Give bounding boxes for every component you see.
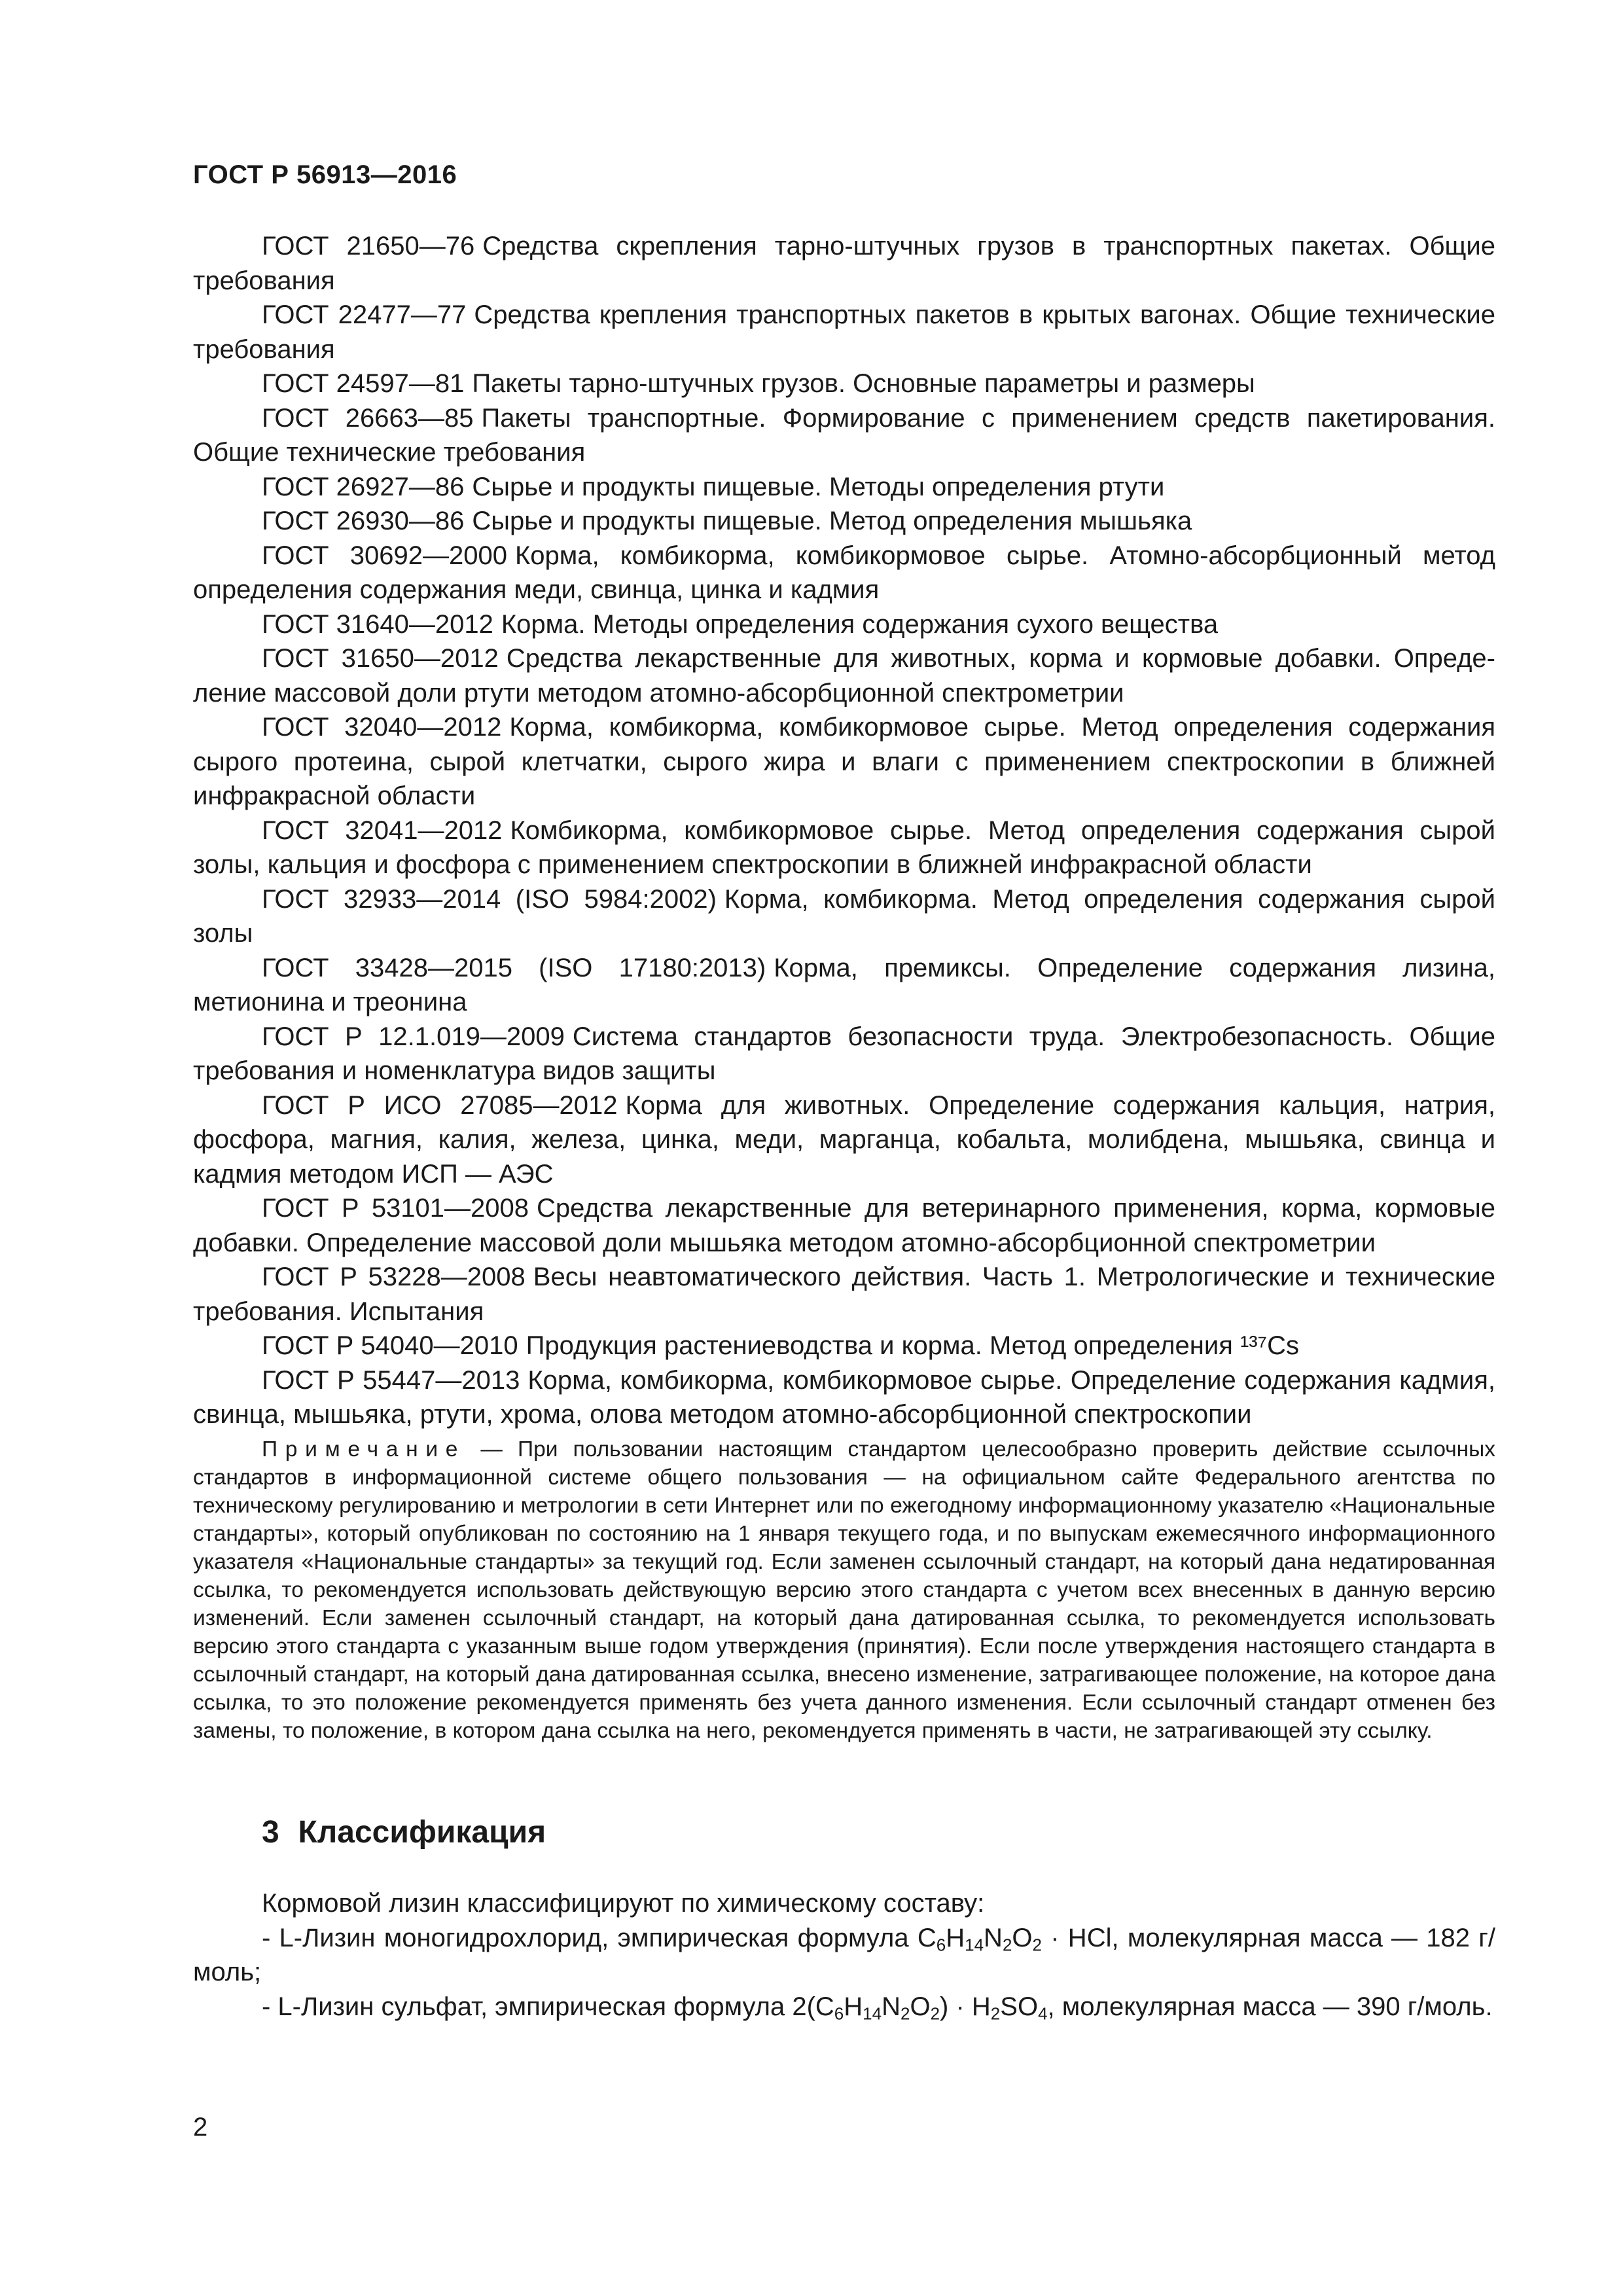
section-heading [262,1814,546,1850]
reference-item [193,229,1495,298]
reference-item [193,1088,1495,1192]
reference-title: Сырье и продукты пищевые. Метод определения мышьяка [472,507,1192,535]
formula-subscript: 2 [1002,1935,1012,1954]
reference-item [193,470,1495,505]
reference-code: ГОСТ 32040—2012 [262,713,502,742]
reference-title: Корма для животных. Определение содержания кальция, натрия, фосфора, магния, калия, железа, цинка, меди, марганца, кобальта, молибдена, мышьяка, свинца и кадмия методом ИСП — АЭС [193,1090,1496,1189]
reference-item [193,882,1495,951]
reference-code: ГОСТ Р 12.1.019—2009 [262,1022,565,1051]
reference-item [193,504,1495,539]
reference-item [193,1260,1495,1329]
formula-symbol: 2(C [792,1992,834,2021]
reference-item [193,710,1495,814]
reference-code: ГОСТ 30692—2000 [262,541,507,570]
classification-item [193,1990,1495,2024]
reference-code: ГОСТ 26927—86 [262,472,465,501]
reference-title: Пакеты транспортные. Формирование с применением средств пакетирования. Общие технические требования [193,403,1496,467]
reference-title: Сырье и продукты пищевые. Методы определения ртути [472,472,1165,501]
classification-item [193,1921,1495,1990]
reference-title: Корма, комбикорма, комбикормовое сырье. Определение содержания кадмия, свинца, мышьяка, ртути, хрома, олова методом атомно-абсорбционной спектроскопии [193,1365,1495,1429]
references-list [193,229,1495,1432]
reference-title: Корма, комбикорма, комбикормовое сырье. Метод определения содержания сырого протеина, сырой клетчатки, сырого жира и влаги с применением спектроскопии в ближней инфракрасной области [193,713,1495,810]
section-number: 3 [262,1815,279,1850]
page-number: 2 [193,2113,208,2142]
formula-symbol: C [917,1923,936,1952]
note-paragraph [193,1435,1495,1745]
reference-code: ГОСТ 31640—2012 [262,609,493,639]
reference-code: ГОСТ 33428—2015 (ISO 17180:2013) [262,953,766,982]
reference-code: ГОСТ 32933—2014 (ISO 5984:2002) [262,884,717,914]
formula-symbol: N [882,1992,901,2021]
reference-code: ГОСТ Р 53101—2008 [262,1194,529,1223]
reference-item [193,1363,1495,1432]
reference-item [193,641,1495,710]
reference-title: Средства скрепления тарно-штучных грузов в транспортных пакетах. Общие требования [193,232,1495,295]
reference-title: Корма, премиксы. Определение содержания лизина, метионина и треонина [193,953,1495,1016]
reference-title: Средства лекарственные для ветеринарного применения, корма, кормовые добавки. Определение массовой доли мышьяка методом атомно-абсорбционной спектрометрии [193,1194,1495,1257]
formula-symbol: H [844,1992,863,2021]
reference-code: ГОСТ Р 53228—2008 [262,1263,526,1291]
formula-subscript: 14 [863,2003,882,2023]
formula-subscript: 6 [834,2003,844,2023]
formula-symbol: ) · H [940,1992,991,2021]
reference-item [193,1020,1495,1088]
section-body [193,1886,1495,2024]
formula-symbol: H [946,1923,965,1952]
reference-title: Система стандартов безопасности труда. Электробезопасность. Общие требования и номенклатура видов защиты [193,1022,1495,1085]
document-id: ГОСТ Р 56913—2016 [193,160,457,189]
formula-symbol: O [1012,1923,1033,1952]
formula-symbol: SO [1000,1992,1039,2021]
reference-item [193,951,1495,1020]
reference-code: ГОСТ 26930—86 [262,507,465,535]
item-name: - L-Лизин моногидрохлорид, эмпирическая формула [262,1923,918,1952]
formula-subscript: 2 [990,2003,1001,2023]
formula-subscript: 2 [930,2003,940,2023]
item-name: - L-Лизин сульфат, эмпирическая формула [262,1992,793,2021]
reference-item [193,607,1495,642]
formula-subscript: 6 [936,1935,946,1954]
reference-title: Пакеты тарно-штучных грузов. Основные параметры и размеры [472,369,1255,398]
reference-code: ГОСТ Р 54040—2010 [262,1331,518,1360]
formula-symbol: O [910,1992,931,2021]
note-text: — При пользовании настоящим стандартом целесообразно проверить действие ссылочных стандартов в информационной системе общего пользования — на официальном сайте Федерального агентства по техническому регулированию и метрологии в сети Интернет или по ежегодному информационному указателю «Национальные стандарты», который опубликован по состоянию на 1 января текущего года, и по выпускам ежемесячного информационного указателя «Национальные стандарты» за текущий год. Если заменен ссылочный стандарт, на который дана недатированная ссылка, то рекомендуется использовать действующую версию этого стандарта с учетом всех внесенных в данную версию изменений. Если заменен ссылочный стандарт, на который дана датированная ссылка, то рекомендуется использовать версию этого стандарта с указанным выше годом утверждения (принятия). Если после утверждения настоящего стандарта в ссылочный стандарт, на который дана датированная ссылка, внесено изменение, затрагивающее положение, на которое дана ссылка, то это положение рекомендуется применять без учета данного изменения. Если ссылочный стандарт отменен без замены, то положение, в котором дана ссылка на него, рекомендуется применять в части, не затрагивающей эту ссылку. [193,1437,1495,1743]
reference-title: Корма, комбикорма, комбикормовое сырье. Атомно-абсорбционный метод определения содержания меди, свинца, цинка и кадмия [193,541,1495,604]
reference-code: ГОСТ Р 55447—2013 [262,1365,520,1395]
reference-title: Корма, комбикорма. Метод определения содержания сырой золы [193,884,1496,948]
reference-item [193,1191,1495,1260]
section-intro: Кормовой лизин классифицируют по химическому составу: [262,1889,985,1918]
reference-code: ГОСТ 31650—2012 [262,644,499,673]
reference-title: Продукция растениеводства и корма. Метод определения ¹³⁷Cs [526,1331,1299,1360]
reference-title: Корма. Методы определения содержания сухого вещества [501,609,1219,639]
reference-item [193,367,1495,401]
reference-code: ГОСТ 32041—2012 [262,816,503,845]
note-label: Примечание [262,1437,466,1462]
classification-list [193,1921,1495,2024]
formula-subscript: 4 [1038,2003,1048,2023]
chemical-formula [918,1924,1112,1952]
item-tail: , молекулярная масса — 390 г/моль. [1047,1992,1493,2021]
section-title-text: Классификация [298,1815,546,1850]
reference-code: ГОСТ 22477—77 [262,300,467,329]
reference-item [193,401,1495,470]
formula-subscript: 14 [965,1935,984,1954]
formula-subscript: 2 [1032,1935,1042,1954]
reference-item [193,539,1495,607]
reference-code: ГОСТ 21650—76 [262,232,475,260]
chemical-formula [792,1992,1047,2021]
reference-title: Средства крепления транспортных пакетов в крытых вагонах. Общие технические требования [193,300,1496,364]
reference-item [193,814,1495,882]
reference-title: Комбикорма, комбикормовое сырье. Метод определения содержания сырой золы, кальция и фосфора с применением спектроскопии в ближней инфракрасной области [193,816,1495,879]
reference-title: Средства лекарственные для животных, корма и кормовые добавки. Определение массовой доли ртути методом атомно-абсорбционной спектрометрии [193,644,1495,708]
formula-symbol: · HCl [1042,1923,1112,1952]
reference-code: ГОСТ Р ИСО 27085—2012 [262,1090,618,1120]
reference-title: Весы неавтоматического действия. Часть 1. Метрологические и технические требования. Испытания [193,1263,1495,1326]
reference-item [193,298,1495,367]
formula-subscript: 2 [900,2003,910,2023]
reference-code: ГОСТ 26663—85 [262,403,474,433]
reference-code: ГОСТ 24597—81 [262,369,465,398]
formula-symbol: N [984,1923,1003,1952]
item-tail: , молекулярная масса — 182 г/моль; [193,1923,1495,1986]
reference-item [193,1329,1495,1363]
